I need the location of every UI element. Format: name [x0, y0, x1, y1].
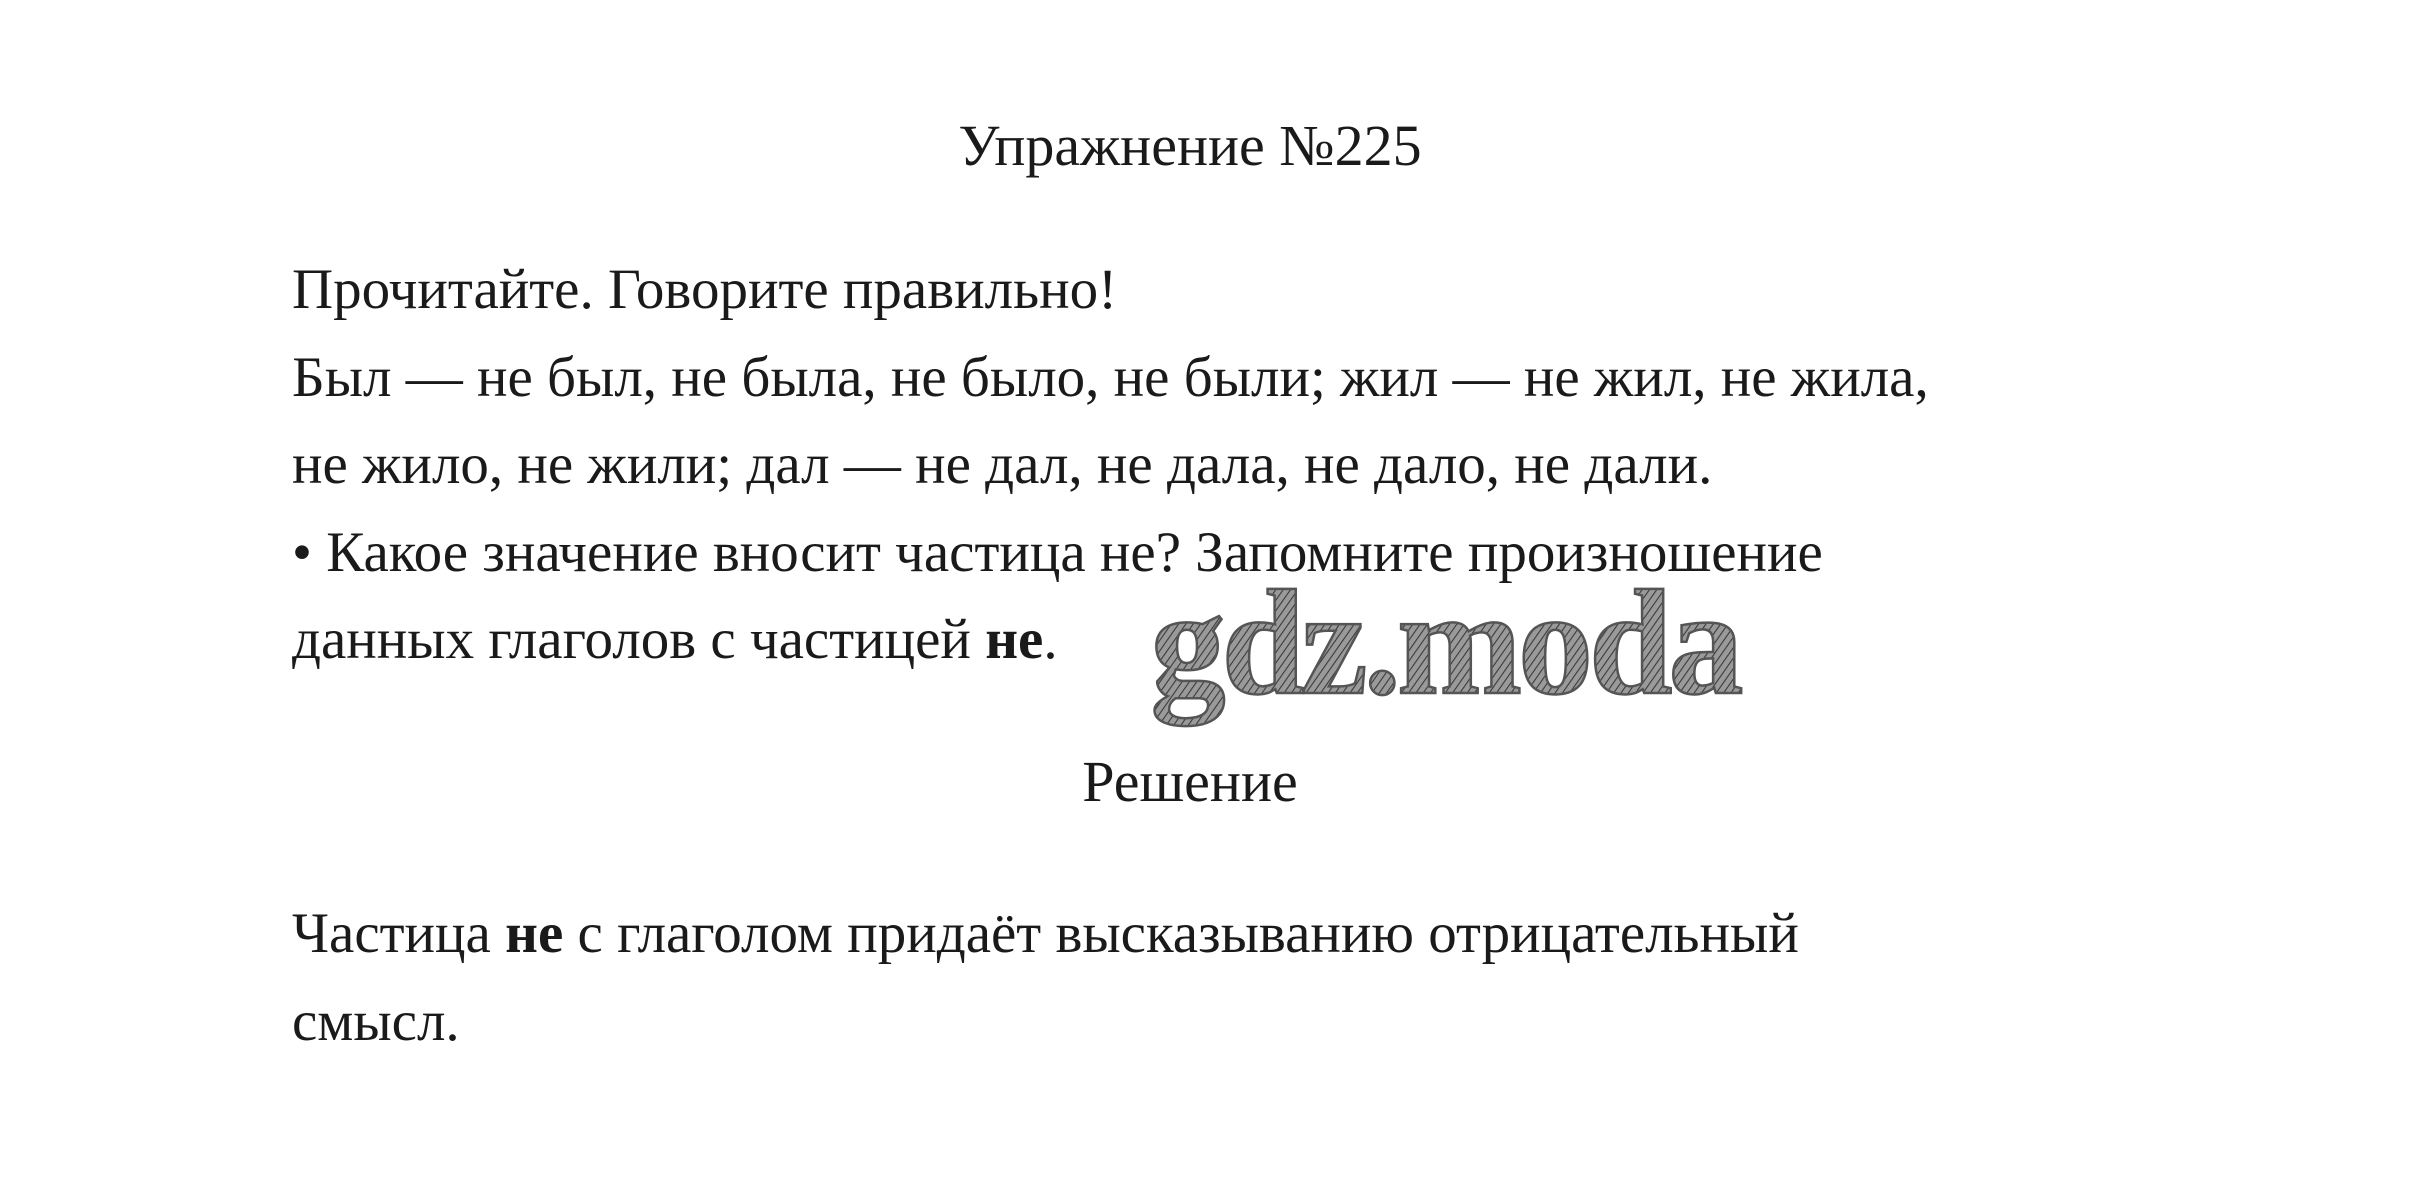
- exercise-question-continuation: [292, 596, 2142, 684]
- exercise-question: • Какое значение вносит частица не? Запомните произношение: [292, 520, 1823, 584]
- answer-text: [292, 890, 2142, 1066]
- exercise-line: Был — не был, не была, не было, не были; жил — не жил, не жила,: [292, 345, 1929, 409]
- answer-line: [292, 890, 2142, 978]
- particle-highlight: не: [505, 902, 564, 965]
- answer-line: смысл.: [292, 990, 460, 1053]
- question-period: .: [1043, 608, 1058, 671]
- exercise-title: Упражнение №225: [958, 113, 1422, 178]
- solution-heading: Решение: [1082, 749, 1298, 814]
- exercise-line: Прочитайте. Говорите правильно!: [292, 258, 1118, 321]
- exercise-text: [292, 246, 2142, 684]
- watermark-text: gdz.moda: [1150, 575, 1740, 726]
- question-text: данных глаголов с частицей: [292, 608, 986, 671]
- particle-highlight: не: [985, 608, 1044, 671]
- answer-text-rest: с глаголом придаёт высказыванию отрицательный: [563, 902, 1799, 965]
- answer-text-start: Частица: [292, 902, 506, 965]
- exercise-line: не жило, не жили; дал — не дал, не дала, не дало, не дали.: [292, 433, 1713, 496]
